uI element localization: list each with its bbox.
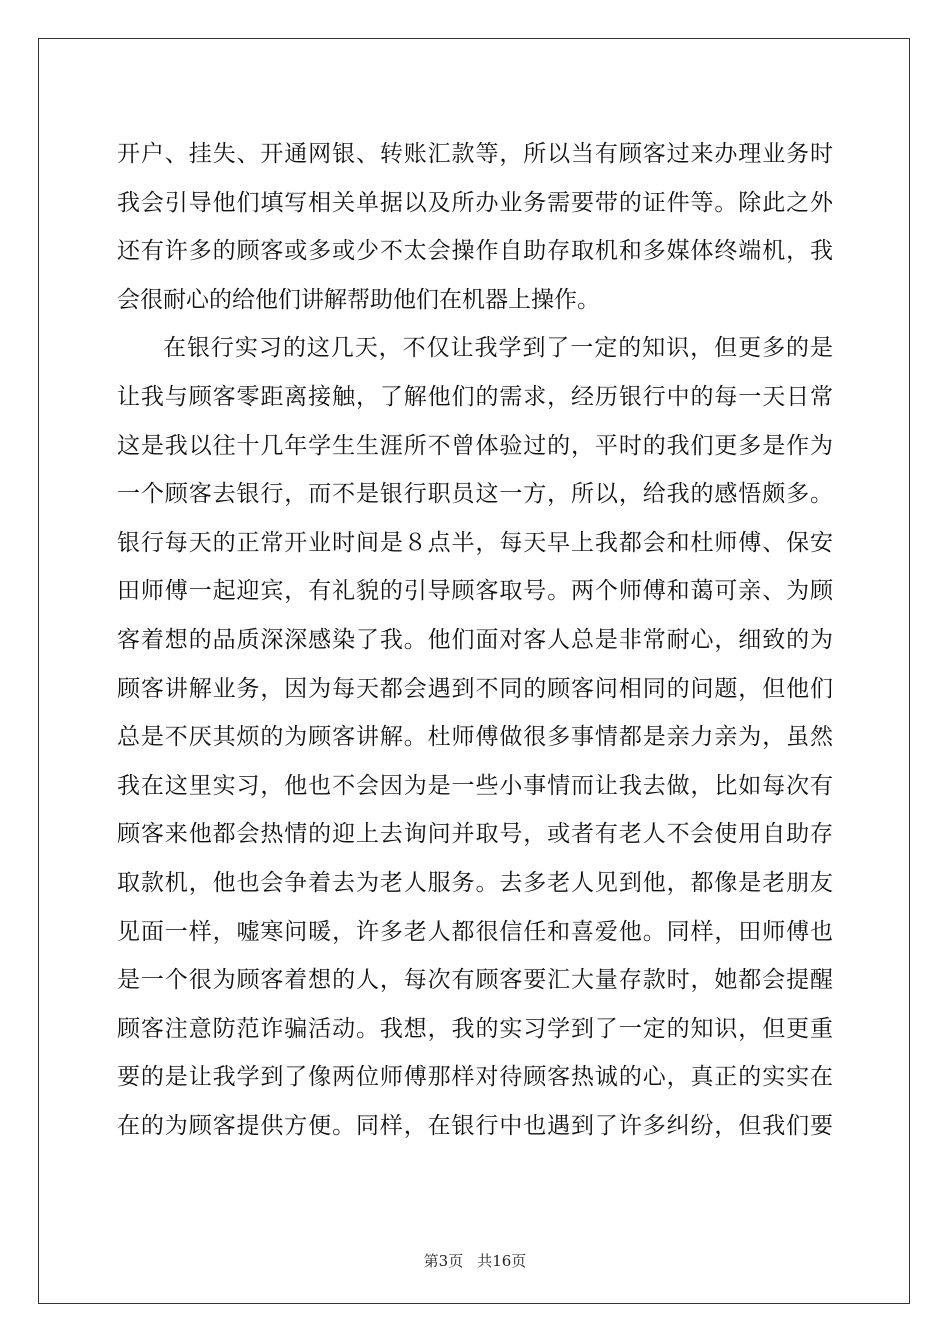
text-line: 客着想的品质深深感染了我。他们面对客人总是非常耐心，细致的为 <box>117 626 833 653</box>
text-line: 开户、挂失、开通网银、转账汇款等，所以当有顾客过来办理业务时 <box>117 141 833 167</box>
paragraph-start-line: 在银行实习的这几天，不仅让我学到了一定的知识，但更多的是 <box>163 335 833 362</box>
text-line: 顾客来他都会热情的迎上去询问并取号，或者有老人不会使用自助存 <box>117 821 833 848</box>
page-total: 共16页 <box>477 1252 527 1270</box>
text-line: 银行每天的正常开业时间是８点半，每天早上我都会和杜师傅、保安 <box>117 529 833 556</box>
text-line: 我在这里实习，他也不会因为是一些小事情而让我去做，比如每次有 <box>117 772 833 799</box>
page-footer <box>0 1250 950 1271</box>
text-line: 顾客讲解业务，因为每天都会遇到不同的顾客问相同的问题，但他们 <box>117 675 833 702</box>
text-line: 取款机，他也会争着去为老人服务。去多老人见到他，都像是老朋友 <box>117 869 833 896</box>
text-line: 一个顾客去银行，而不是银行职员这一方，所以，给我的感悟颇多。 <box>117 481 833 508</box>
text-line: 还有许多的顾客或多或少不太会操作自助存取机和多媒体终端机，我 <box>117 238 833 265</box>
text-line: 是一个很为顾客着想的人，每次有顾客要汇大量存款时，她都会提醒 <box>117 967 833 994</box>
text-line: 顾客注意防范诈骗活动。我想，我的实习学到了一定的知识，但更重 <box>117 1015 833 1042</box>
page-number: 第3页 <box>423 1252 464 1270</box>
text-line: 我会引导他们填写相关单据以及所办业务需要带的证件等。除此之外 <box>117 189 833 216</box>
text-line: 在的为顾客提供方便。同样，在银行中也遇到了许多纠纷，但我们要 <box>117 1112 833 1139</box>
text-line: 会很耐心的给他们讲解帮助他们在机器上操作。 <box>117 286 600 313</box>
text-line: 要的是让我学到了像两位师傅那样对待顾客热诚的心，真正的实实在 <box>117 1064 833 1091</box>
text-line: 让我与顾客零距离接触，了解他们的需求，经历银行中的每一天日常 <box>117 383 833 410</box>
text-line: 见面一样，嘘寒问暖，许多老人都很信任和喜爱他。同样，田师傅也 <box>117 918 833 945</box>
text-line: 这是我以往十几年学生生涯所不曾体验过的，平时的我们更多是作为 <box>117 432 833 459</box>
body-text <box>117 130 833 1150</box>
text-line: 总是不厌其烦的为顾客讲解。杜师傅做很多事情都是亲力亲为，虽然 <box>117 724 833 751</box>
text-line: 田师傅一起迎宾，有礼貌的引导顾客取号。两个师傅和蔼可亲、为顾 <box>117 578 833 605</box>
